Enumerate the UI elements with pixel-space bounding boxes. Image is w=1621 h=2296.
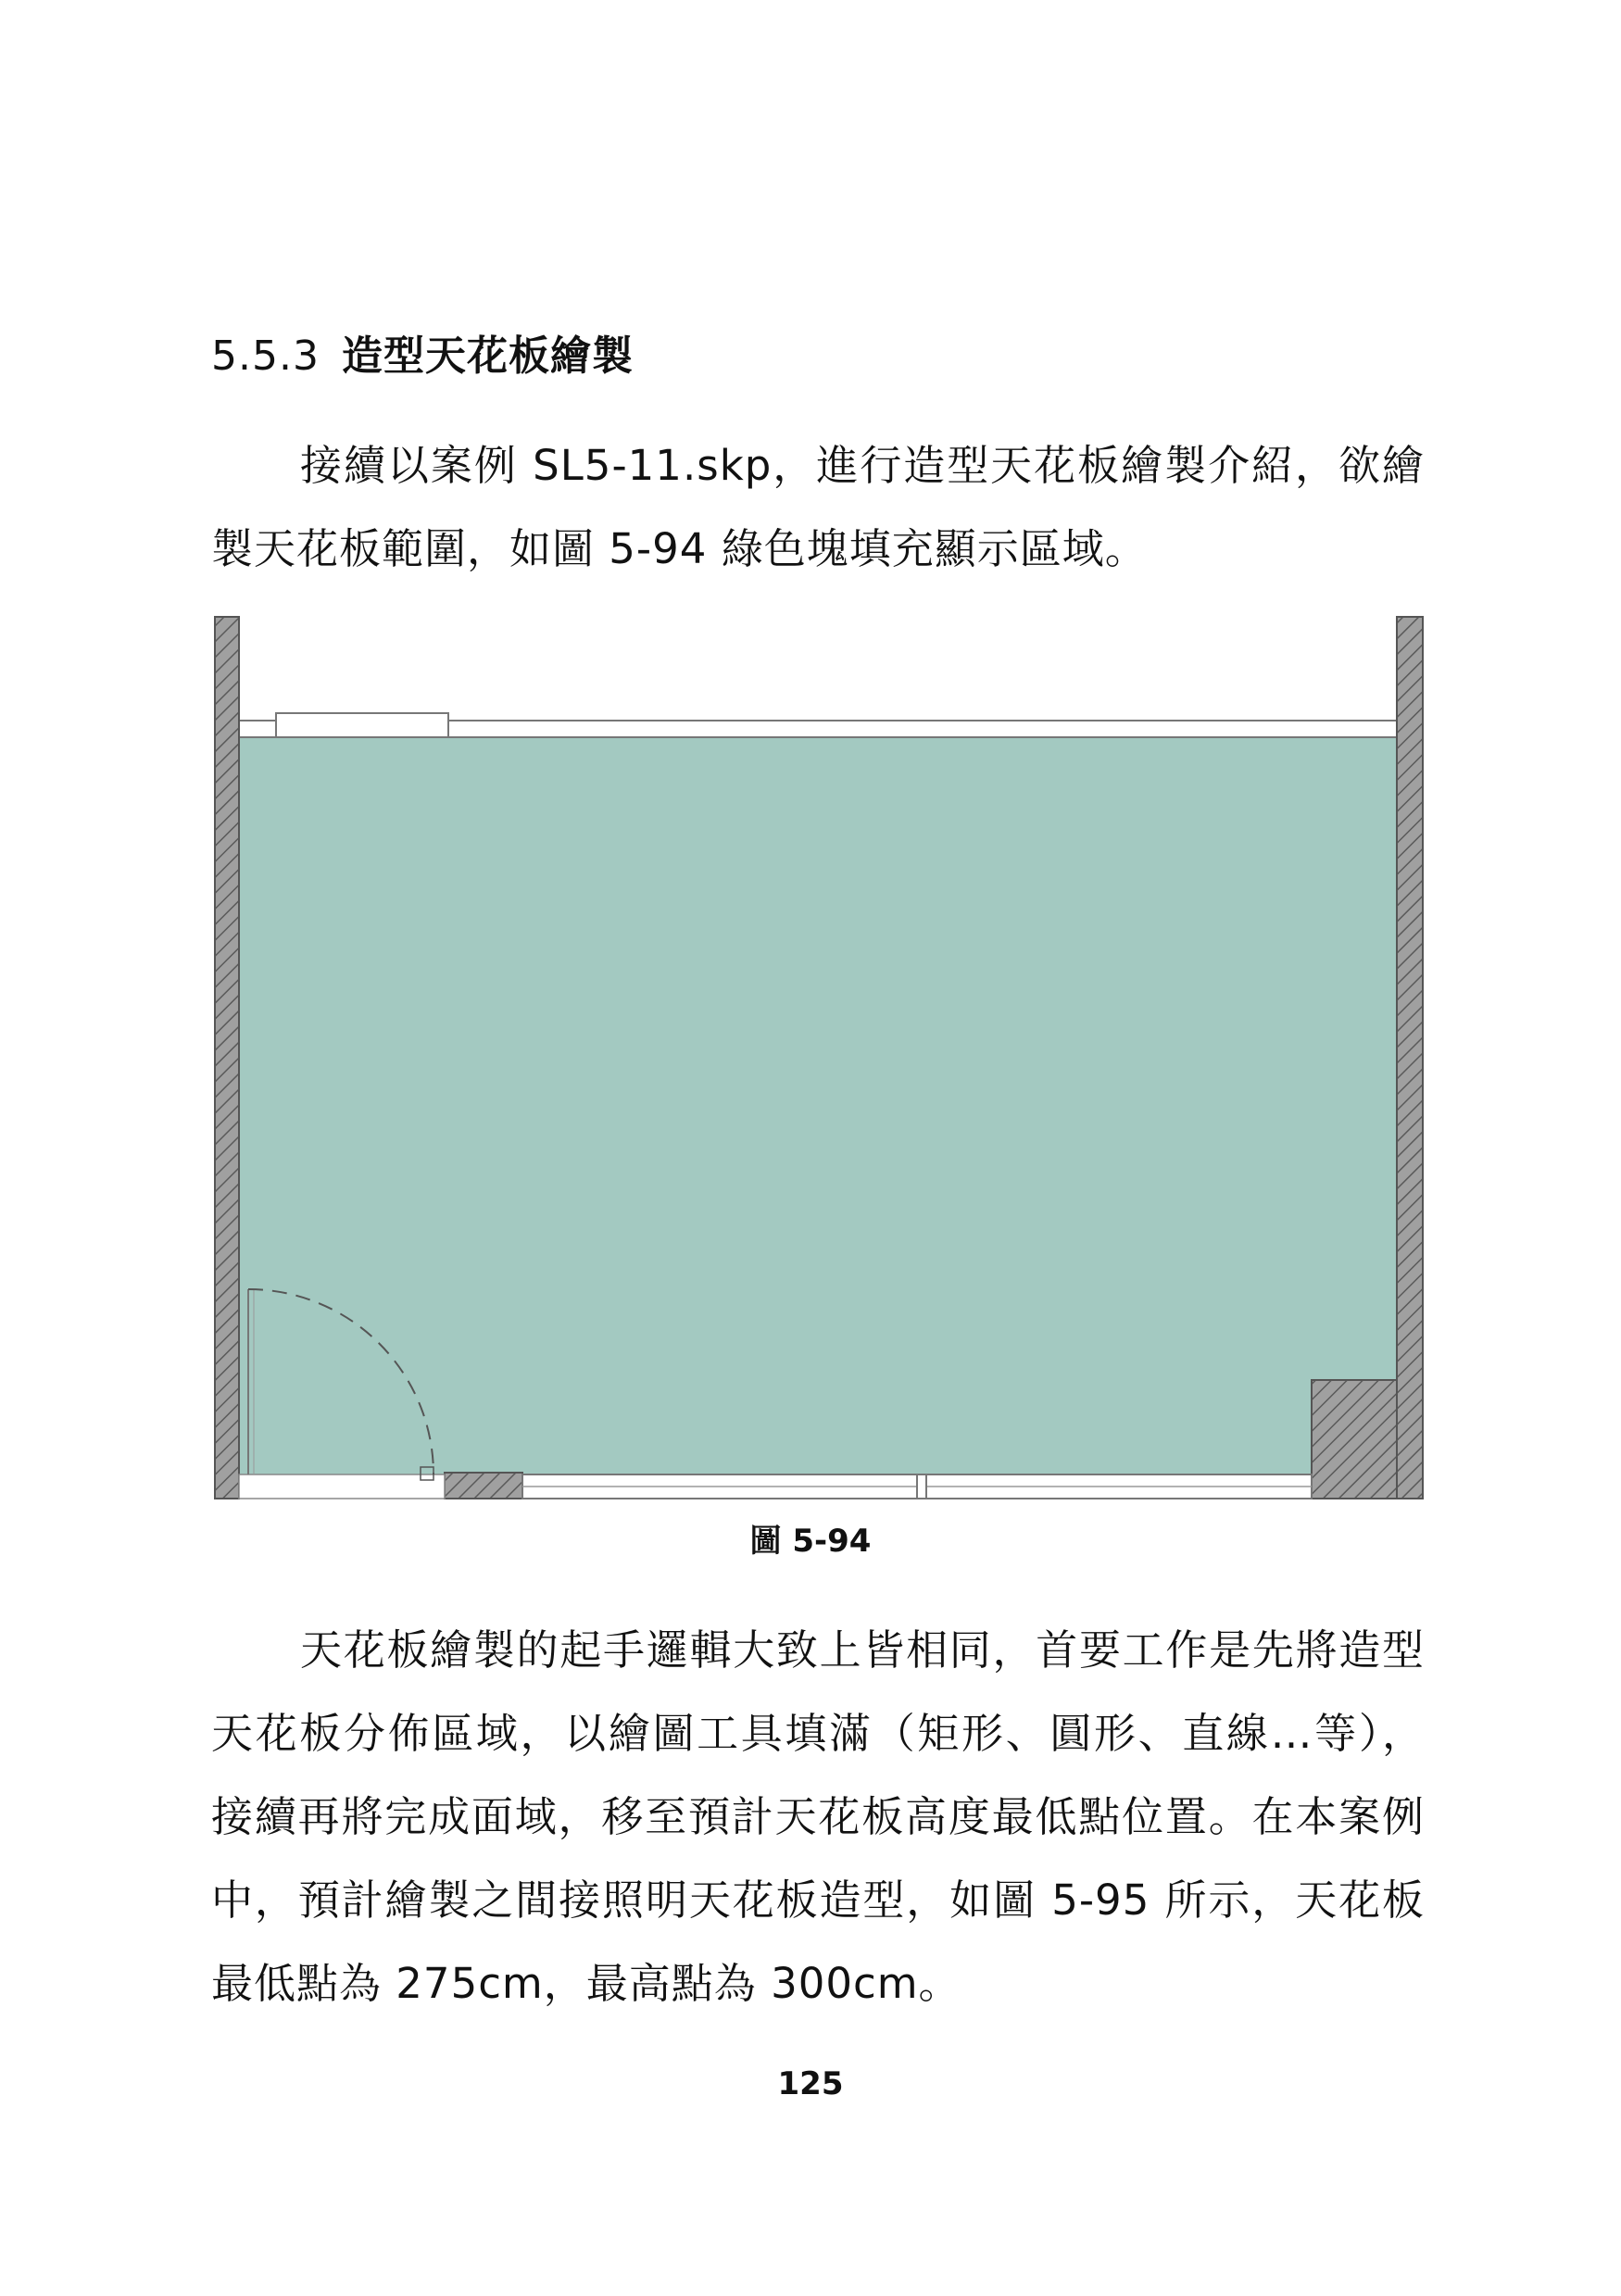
body-paragraph: 天花板繪製的起手邏輯大致上皆相同，首要工作是先將造型天花板分佈區域，以繪圖工具填滿（矩形、圓形、直線…等），接續再將完成面域，移至預計天花板高度最低點位置。在本案例中，預計繪製之間接照明天花板造型，如圖 5-95 所示，天花板最低點為 275cm，最高點為 300cm。: [211, 1625, 1425, 2008]
section-number: 5.5.3: [211, 332, 320, 380]
bottom-wall-segment: [445, 1473, 522, 1499]
ceiling-area: [239, 737, 1397, 1495]
corner-column: [1312, 1380, 1397, 1499]
intro-paragraph: 接續以案例 SL5-11.skp，進行造型天花板繪製介紹，欲繪製天花板範圍，如圖 5-94 綠色塊填充顯示區域。: [211, 441, 1425, 573]
right-wall: [1397, 617, 1423, 1499]
figure-caption: 圖 5-94: [749, 1523, 872, 1560]
section-title: 造型天花板繪製: [341, 332, 634, 380]
page-number: 125: [777, 2065, 844, 2102]
floor-plan-figure: [211, 613, 1426, 1502]
left-wall: [215, 617, 239, 1499]
section-heading: [211, 322, 634, 382]
top-window: [276, 713, 448, 737]
door-threshold: [239, 1474, 445, 1499]
